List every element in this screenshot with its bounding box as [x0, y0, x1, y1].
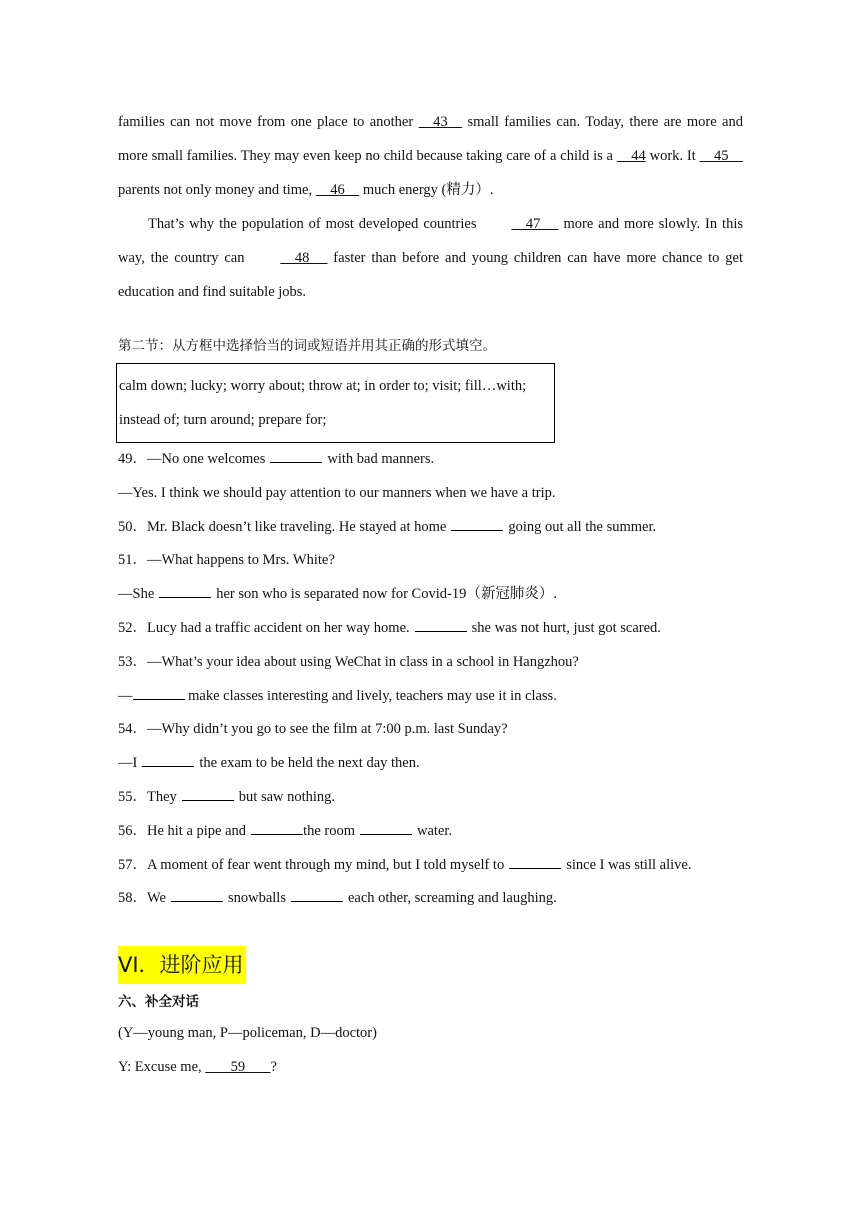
answer-blank[interactable] — [415, 619, 467, 632]
answer-blank[interactable] — [142, 754, 194, 767]
passage-text: small families can. Today, there are more and more small families. They may even keep no child because taking care of a child is a — [118, 114, 743, 164]
answer-blank[interactable] — [509, 856, 561, 869]
blank-48[interactable]: 48 — [280, 250, 328, 266]
word-box-line-1: calm down; lucky; worry about; throw at; in order to; visit; fill…with; — [119, 378, 527, 394]
blank-45[interactable]: 45 — [699, 148, 743, 164]
question-text: 58．We — [118, 890, 166, 907]
answer-blank[interactable] — [291, 889, 343, 902]
question-56 — [118, 815, 743, 849]
word-box-line-2: instead of; turn around; prepare for; — [119, 412, 327, 428]
question-53-reply — [118, 680, 743, 714]
question-text: —She — [118, 586, 155, 603]
question-text: with bad manners. — [327, 451, 435, 467]
question-51-reply — [118, 578, 743, 612]
speaker-legend: (Y—young man, P—policeman, D—doctor) — [118, 1025, 377, 1042]
answer-blank[interactable] — [270, 450, 322, 463]
answer-blank[interactable] — [451, 518, 503, 531]
question-54-reply — [118, 747, 743, 781]
worksheet-page — [118, 105, 743, 1084]
question-49 — [118, 443, 743, 477]
dialogue-text: ? — [270, 1059, 277, 1076]
question-text: snowballs — [227, 890, 286, 907]
question-text: — — [118, 687, 133, 704]
blank-44[interactable]: 44 — [616, 148, 646, 164]
answer-blank[interactable] — [360, 822, 412, 835]
question-50 — [118, 511, 743, 545]
passage-text: more and more slowly. In this way, the country can — [118, 216, 744, 266]
passage-paragraph-1 — [118, 105, 743, 207]
passage-text: families can not move from one place to another — [118, 114, 419, 130]
answer-blank[interactable] — [159, 585, 211, 598]
question-text: since I was still alive. — [566, 856, 692, 873]
question-text: 55．They — [118, 788, 177, 805]
question-text: she was not hurt, just got scared. — [471, 619, 661, 636]
question-54: 54．—Why didn’t you go to see the film at 7:00 p.m. last Sunday? — [118, 721, 508, 738]
question-58 — [118, 882, 743, 916]
passage-text: work. It — [645, 148, 700, 164]
question-text: 56．He hit a pipe and — [118, 822, 247, 839]
part-6-subtitle: 六、补全对话 — [118, 994, 199, 1011]
question-52 — [118, 612, 743, 646]
question-text: 50．Mr. Black doesn’t like traveling. He stayed at home — [118, 518, 447, 535]
question-text: her son who is separated now for Covid-19（新冠肺炎）. — [216, 586, 557, 603]
question-text: but saw nothing. — [238, 788, 336, 805]
question-text: make classes interesting and lively, teachers may use it in class. — [188, 687, 557, 704]
question-text: the room — [303, 822, 356, 839]
word-box — [116, 363, 555, 443]
passage-text: faster than before and young children can have more chance to get education and find suitable jobs. — [118, 250, 743, 300]
dialogue-line-1 — [118, 1050, 743, 1084]
question-text: water. — [417, 822, 453, 839]
question-text: the exam to be held the next day then. — [199, 755, 420, 772]
question-text: —I — [118, 755, 138, 772]
question-text: 57．A moment of fear went through my mind, but I told myself to — [118, 856, 505, 873]
question-text: each other, screaming and laughing. — [347, 890, 557, 907]
passage-text: much energy (精力）. — [359, 182, 494, 198]
blank-43[interactable]: 43 — [418, 114, 463, 130]
question-51: 51．—What happens to Mrs. White? — [118, 552, 335, 569]
question-text: going out all the summer. — [508, 518, 657, 535]
question-text: 52．Lucy had a traffic accident on her way home. — [118, 619, 410, 636]
question-53: 53．—What’s your idea about using WeChat in class in a school in Hangzhou? — [118, 653, 579, 670]
dialogue-text: Y: Excuse me, — [118, 1059, 206, 1076]
passage-text: parents not only money and time, — [118, 182, 316, 198]
passage-text: That’s why the population of most developed countries — [148, 216, 482, 232]
passage-paragraph-2 — [118, 207, 743, 309]
answer-blank[interactable] — [182, 788, 234, 801]
question-49-reply: —Yes. I think we should pay attention to our manners when we have a trip. — [118, 484, 556, 501]
answer-blank[interactable] — [133, 687, 185, 700]
question-text: 49．—No one welcomes — [118, 451, 266, 467]
section-2-title: 第二节：从方框中选择恰当的词或短语并用其正确的形式填空。 — [118, 338, 496, 354]
answer-blank[interactable] — [251, 822, 303, 835]
question-55 — [118, 781, 743, 815]
blank-47[interactable]: 47 — [511, 216, 559, 232]
answer-blank[interactable] — [171, 889, 223, 902]
blank-59[interactable]: 59 — [205, 1059, 271, 1076]
question-57 — [118, 849, 743, 883]
blank-46[interactable]: 46 — [315, 182, 360, 198]
part-6-heading: VI．进阶应用 — [118, 946, 246, 984]
